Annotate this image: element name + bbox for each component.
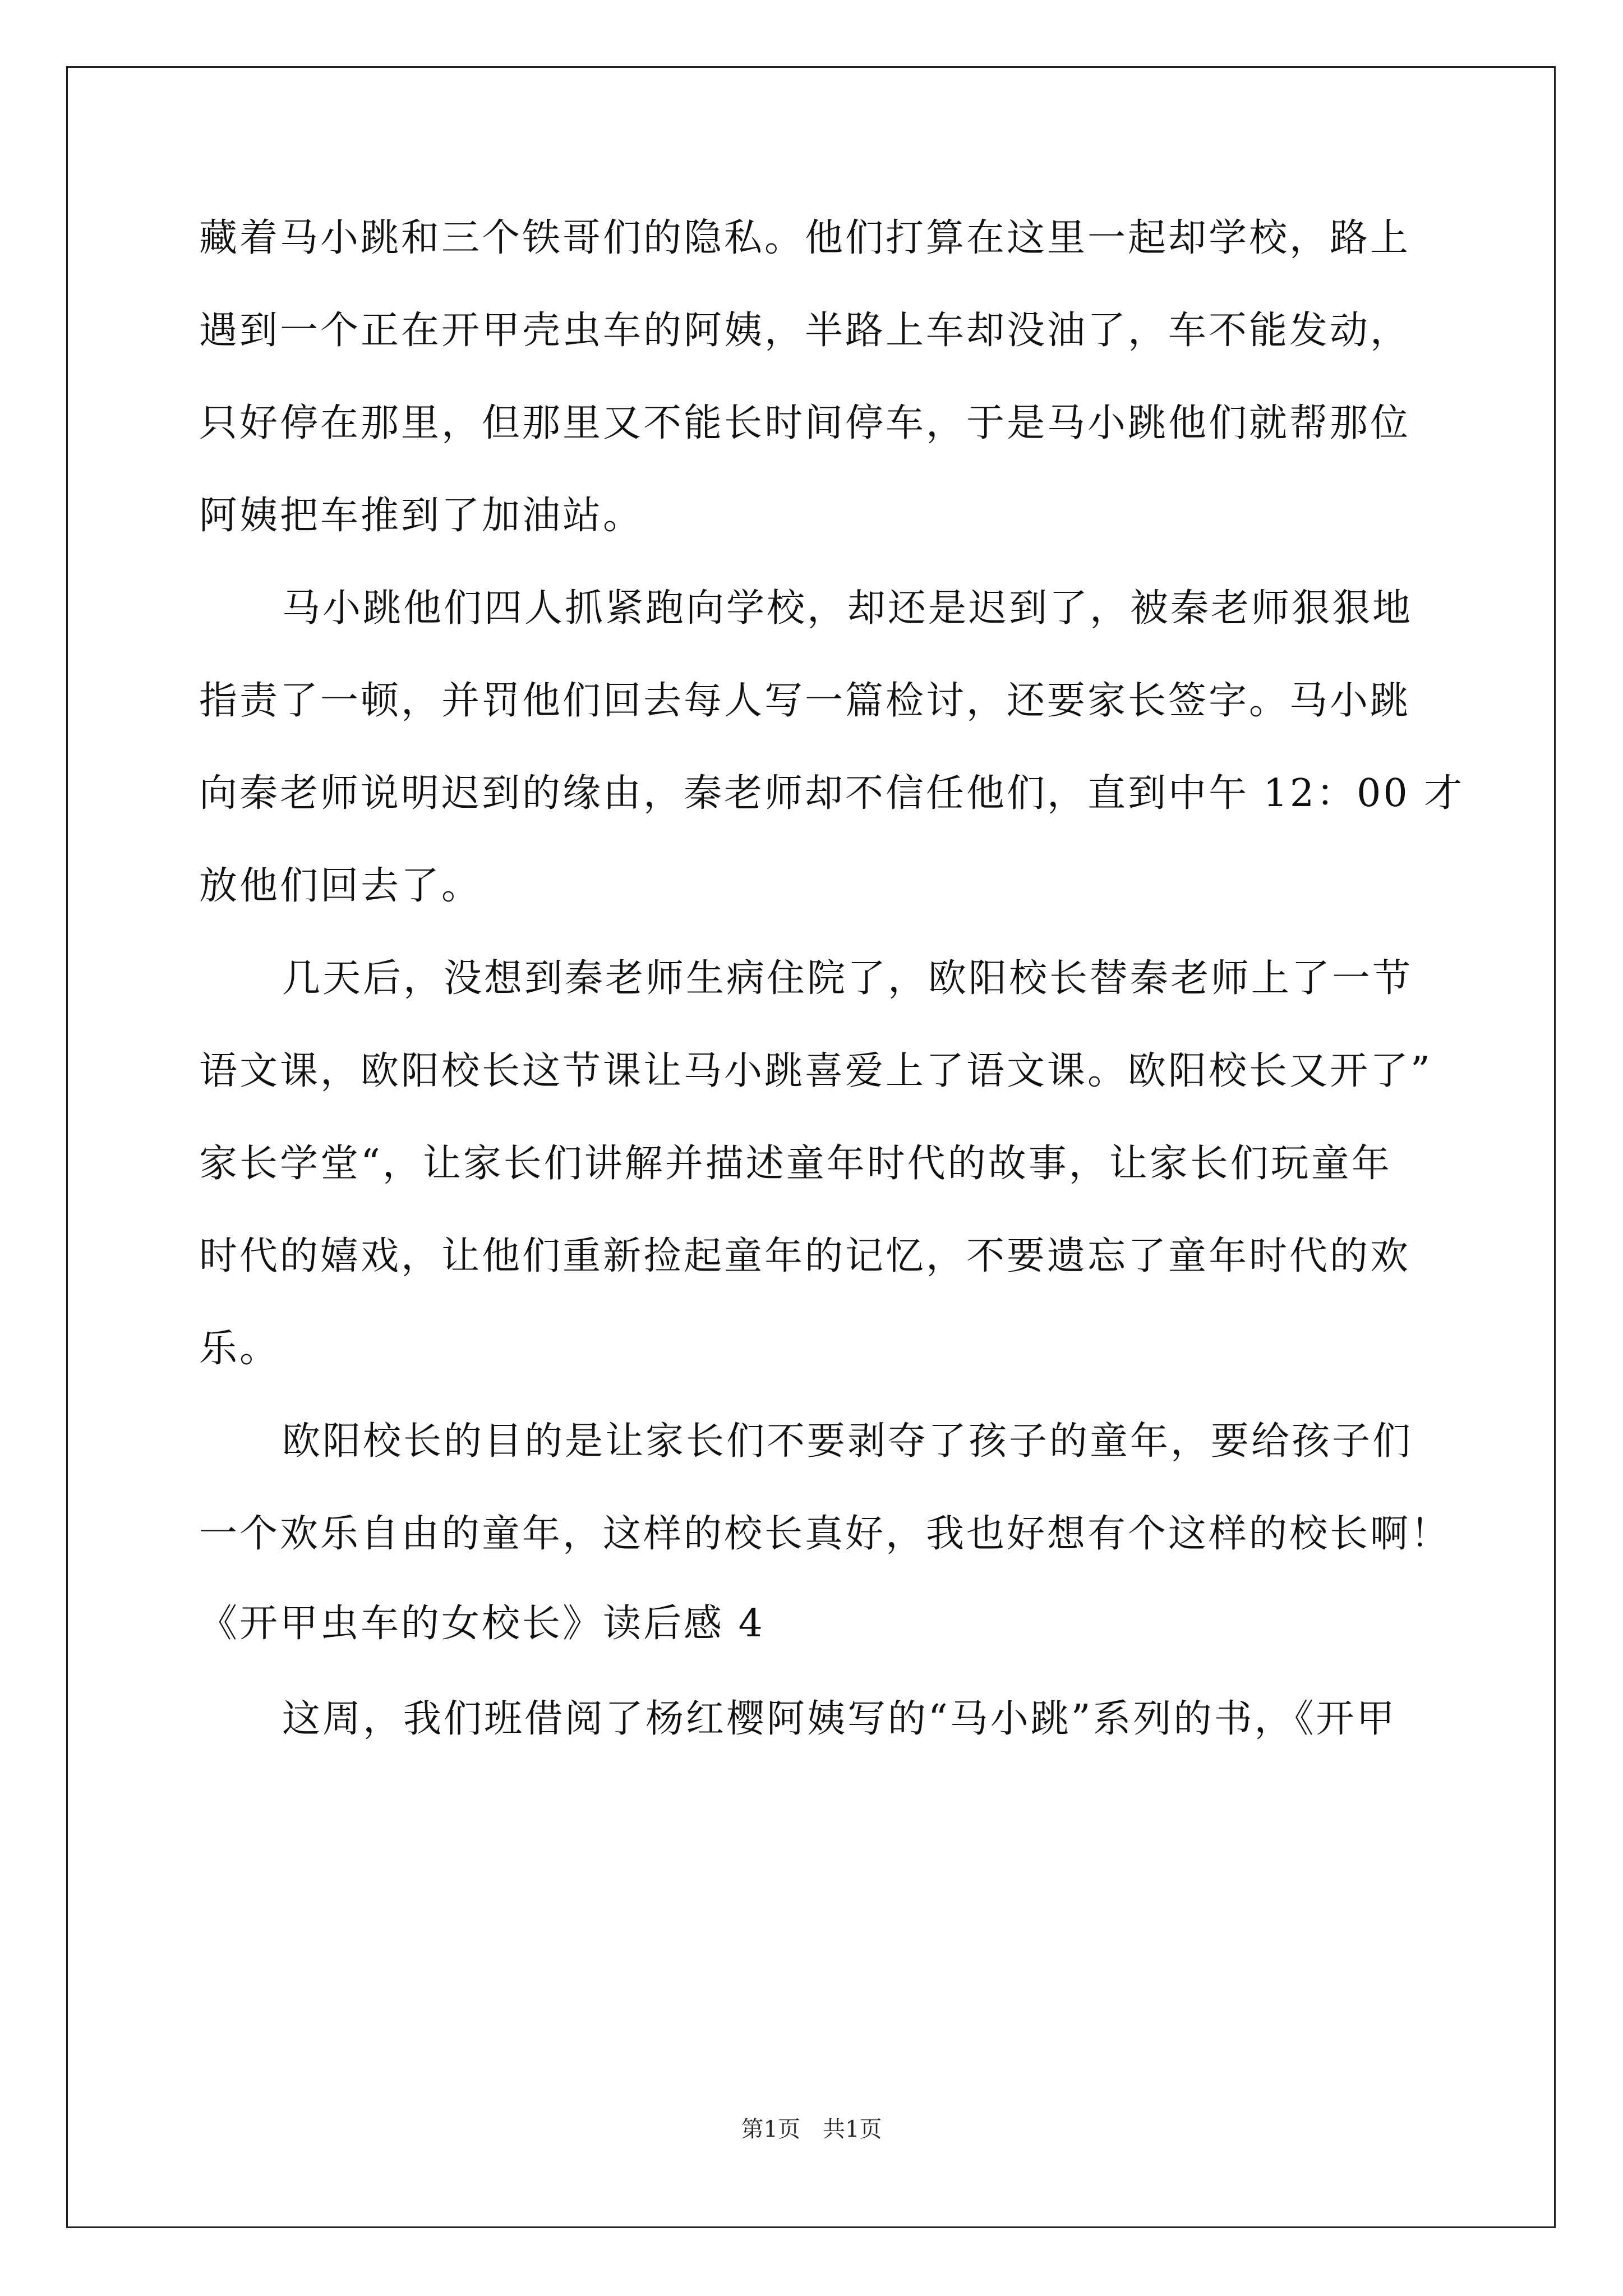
text-line: 遇到一个正在开甲壳虫车的阿姨，半路上车却没油了，车不能发动， [199,309,1411,353]
text-line: 欧阳校长的目的是让家长们不要剥夺了孩子的童年，要给孩子们 [282,1419,1413,1464]
text-line: 乐。 [199,1327,280,1371]
text-line: 语文课，欧阳校长这节课让马小跳喜爱上了语文课。欧阳校长又开了” [199,1049,1432,1093]
text-line: 马小跳他们四人抓紧跑向学校，却还是迟到了，被秦老师狠狠地 [282,586,1413,631]
text-line: 藏着马小跳和三个铁哥们的隐私。他们打算在这里一起却学校，路上 [199,216,1411,260]
text-line: 放他们回去了。 [199,864,482,908]
text-line: 向秦老师说明迟到的缘由，秦老师却不信任他们，直到中午 12：00 才 [199,771,1465,816]
section-heading: 《开甲虫车的女校长》读后感 4 [199,1602,765,1646]
text-line: 家长学堂“，让家长们讲解并描述童年时代的故事，让家长们玩童年 [199,1142,1392,1186]
text-line: 阿姨把车推到了加油站。 [199,494,644,538]
text-line: 一个欢乐自由的童年，这样的校长真好，我也好想有个这样的校长啊！ [199,1512,1451,1556]
text-line: 几天后，没想到秦老师生病住院了，欧阳校长替秦老师上了一节 [282,956,1413,1001]
text-line: 这周，我们班借阅了杨红樱阿姨写的“马小跳”系列的书，《开甲 [282,1697,1397,1741]
page-footer: 第1页 共1页 [741,2116,882,2142]
text-line: 只好停在那里，但那里又不能长时间停车，于是马小跳他们就帮那位 [199,401,1411,445]
text-line: 指责了一顿，并罚他们回去每人写一篇检讨，还要家长签字。马小跳 [199,679,1411,723]
text-line: 时代的嬉戏，让他们重新捡起童年的记忆，不要遗忘了童年时代的欢 [199,1234,1411,1278]
